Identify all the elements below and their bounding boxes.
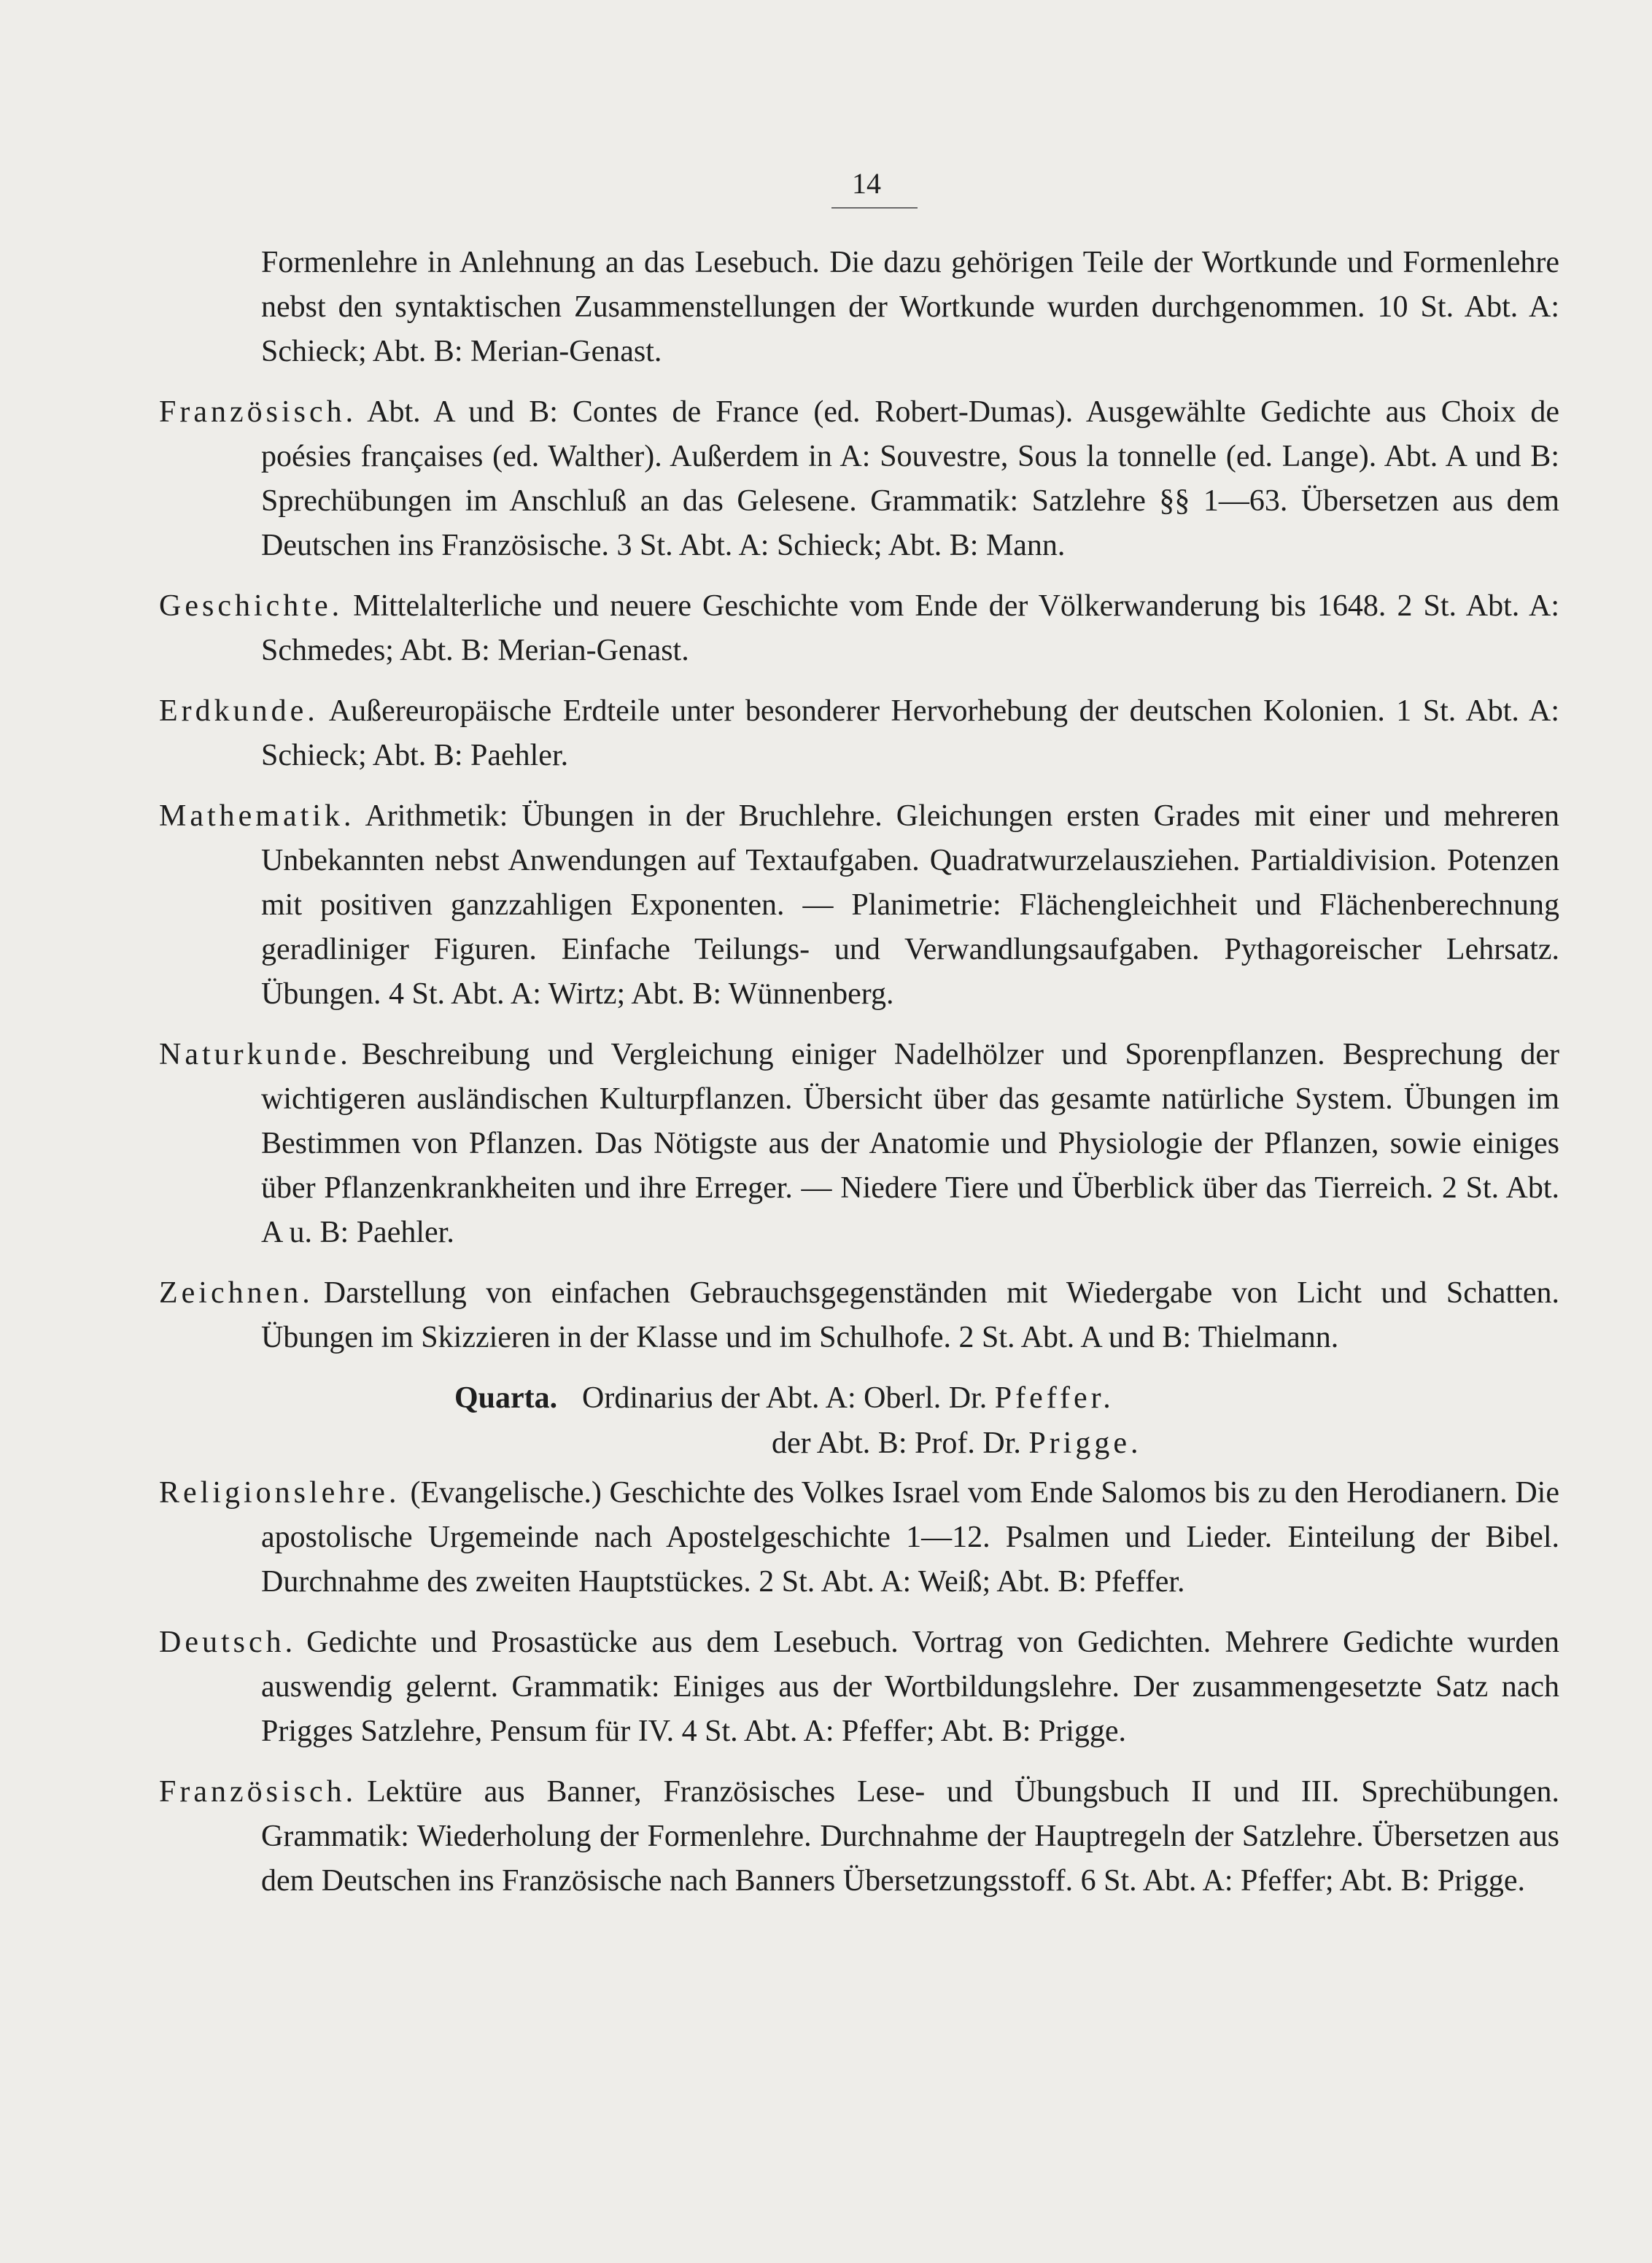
paragraph-text: Abt. A und B: Contes de France (ed. Robert-Dumas). Ausgewählte Gedichte aus Choix de poésies françaises (ed. Walther). Außerdem in A: Souvestre, Sous la tonnelle (ed. Lange). Abt. A und B: Sprechübungen im Anschluß an das Gelesene. Grammatik: Satzlehre §§ 1—63. Übersetzen aus dem Deutschen ins Französische. 3 St. Abt. A: Schieck; Abt. B: Mann.: [261, 395, 1559, 562]
paragraph-naturkunde: [159, 1033, 1559, 1255]
paragraph-text: Beschreibung und Vergleichung einiger Nadelhölzer und Sporenpflanzen. Besprechung der wichtigeren ausländischen Kulturpflanzen. Übersicht über das gesamte natürliche System. Übungen im Bestimmen von Pflanzen. Das Nötigste aus der Anatomie und Physiologie der Pflanzen, sowie einiges über Pflanzenkrankheiten und ihre Erreger. — Niedere Tiere und Überblick über das Tierreich. 2 St. Abt. A u. B: Paehler.: [261, 1038, 1559, 1249]
class-teacher-role-b: der Abt. B: Prof. Dr.: [772, 1426, 1021, 1460]
paragraph-text: Lektüre aus Banner, Französisches Lese- und Übungsbuch II und III. Sprechübungen. Grammatik: Wiederholung der Formenlehre. Durchnahme der Hauptregeln der Satzlehre. Übersetzen aus dem Deutschen ins Französische nach Banners Übersetzungsstoff. 6 St. Abt. A: Pfeffer; Abt. B: Prigge.: [261, 1775, 1559, 1898]
paragraph-text: Formenlehre in Anlehnung an das Lesebuch. Die dazu gehörigen Teile der Wortkunde und Formenlehre nebst den syntaktischen Zusammenstellungen der Wortkunde wurden durchgenommen. 10 St. Abt. A: Schieck; Abt. B: Merian-Genast.: [261, 246, 1559, 368]
paragraph-text: Darstellung von einfachen Gebrauchsgegenständen mit Wiedergabe von Licht und Schatten. Übungen im Skizzieren in der Klasse und im Schulhofe. 2 St. Abt. A und B: Thielmann.: [261, 1276, 1559, 1354]
class-teacher-line-b: [772, 1421, 1141, 1466]
class-teacher-role-a: Ordinarius der Abt. A: Oberl. Dr.: [582, 1381, 988, 1415]
subject-heading: Naturkunde.: [159, 1038, 352, 1071]
paragraph-text: Außereuropäische Erdteile unter besonderer Hervorhebung der deutschen Kolonien. 1 St. Abt. A: Schieck; Abt. B: Paehler.: [261, 694, 1559, 772]
subject-heading: Französisch.: [159, 395, 357, 429]
subject-heading: Zeichnen.: [159, 1276, 314, 1310]
page-number-rule: [831, 207, 918, 209]
subject-heading: Französisch.: [159, 1775, 357, 1809]
paragraph-franzoesisch-quarta: [159, 1770, 1559, 1903]
page-body: [159, 241, 1559, 1920]
paragraph-zeichnen: [159, 1271, 1559, 1360]
paragraph-geschichte: [159, 584, 1559, 673]
class-header-quarta: [159, 1376, 1559, 1467]
subject-heading: Religionslehre.: [159, 1476, 400, 1510]
subject-heading: Geschichte.: [159, 589, 344, 623]
paragraph-deutsch: [159, 1620, 1559, 1754]
subject-heading: Deutsch.: [159, 1626, 297, 1659]
paragraph-mathematik: [159, 794, 1559, 1017]
page-number: 14: [852, 167, 881, 200]
class-title: Quarta.: [454, 1381, 558, 1415]
paragraph-text: Gedichte und Prosastücke aus dem Lesebuch. Vortrag von Gedichten. Mehrere Gedichte wurden auswendig gelernt. Grammatik: Einiges aus der Wortbildungslehre. Der zusammengesetzte Satz nach Prigges Satzlehre, Pensum für IV. 4 St. Abt. A: Pfeffer; Abt. B: Prigge.: [261, 1626, 1559, 1748]
subject-heading: Erdkunde.: [159, 694, 319, 728]
paragraph-text: Mittelalterliche und neuere Geschichte vom Ende der Völkerwanderung bis 1648. 2 St. Abt. A: Schmedes; Abt. B: Merian-Genast.: [261, 589, 1559, 667]
paragraph-text: (Evangelische.) Geschichte des Volkes Israel vom Ende Salomos bis zu den Herodianern. Die apostolische Urgemeinde nach Apostelgeschichte 1—12. Psalmen und Lieder. Einteilung der Bibel. Durchnahme des zweiten Hauptstückes. 2 St. Abt. A: Weiß; Abt. B: Pfeffer.: [261, 1476, 1559, 1599]
paragraph-franzoesisch: [159, 390, 1559, 568]
class-teacher-line-a: [582, 1376, 1114, 1421]
class-teacher-name-a: Pfeffer.: [994, 1381, 1114, 1415]
paragraph-text: Arithmetik: Übungen in der Bruchlehre. Gleichungen ersten Grades mit einer und mehreren Unbekannten nebst Anwendungen auf Textaufgaben. Quadratwurzelausziehen. Partialdivision. Potenzen mit positiven ganzzahligen Exponenten. — Planimetrie: Flächengleichheit und Flächenberechnung geradliniger Figuren. Einfache Teilungs- und Verwandlungsaufgaben. Pythagoreischer Lehrsatz. Übungen. 4 St. Abt. A: Wirtz; Abt. B: Wünnenberg.: [261, 799, 1559, 1011]
subject-heading: Mathematik.: [159, 799, 355, 833]
class-teacher-name-b: Prigge.: [1028, 1426, 1142, 1460]
paragraph-continuation: [159, 241, 1559, 374]
paragraph-erdkunde: [159, 689, 1559, 778]
paragraph-religionslehre: [159, 1471, 1559, 1604]
